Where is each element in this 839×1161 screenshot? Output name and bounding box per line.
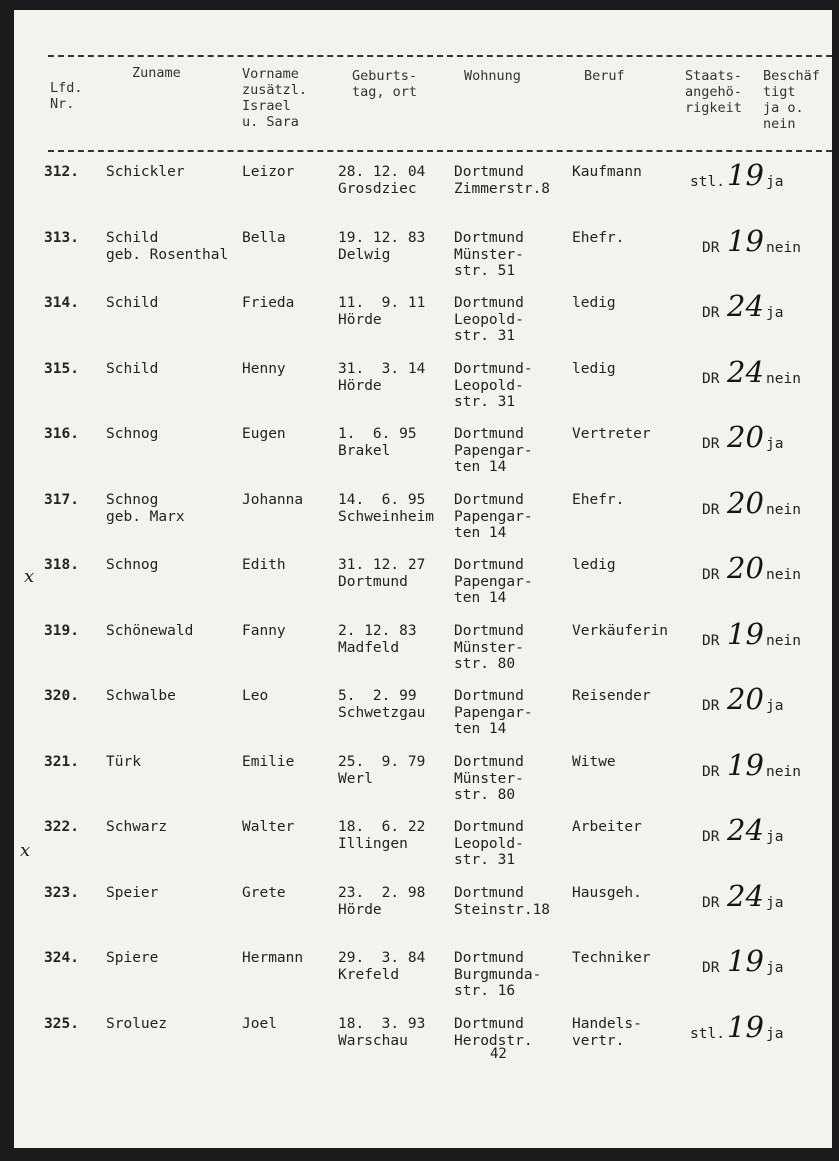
- cell-beschaeftigt: nein: [766, 502, 801, 518]
- cell-staat: DR: [702, 960, 720, 976]
- handwritten-code: 24: [727, 355, 764, 389]
- cell-beruf: Kaufmann: [572, 164, 642, 180]
- cell-nr: 323.: [44, 885, 79, 901]
- cell-staat: DR: [702, 305, 720, 321]
- cell-wohnung: Dortmund Papengar- ten 14: [454, 426, 533, 475]
- table-row: [14, 750, 832, 814]
- cell-geburt: 19. 12. 83 Delwig: [338, 230, 426, 263]
- cell-zuname: Sroluez: [106, 1016, 168, 1032]
- table-row: [14, 553, 832, 617]
- table-row: [14, 422, 832, 486]
- handwritten-code: 20: [727, 486, 764, 520]
- cell-wohnung: Dortmund Papengar- ten 14: [454, 492, 533, 541]
- cell-geburt: 29. 3. 84 Krefeld: [338, 950, 426, 983]
- cell-vorname: Eugen: [242, 426, 286, 442]
- cell-vorname: Henny: [242, 361, 286, 377]
- table-row: [14, 488, 832, 552]
- header-beruf: Beruf: [584, 68, 625, 84]
- cell-staat: DR: [702, 371, 720, 387]
- table-row: [14, 1012, 832, 1076]
- cell-staat: DR: [702, 436, 720, 452]
- cell-vorname: Fanny: [242, 623, 286, 639]
- cell-beschaeftigt: nein: [766, 240, 801, 256]
- cell-beschaeftigt: nein: [766, 633, 801, 649]
- cell-wohnung: Dortmund Burgmunda- str. 16: [454, 950, 542, 999]
- cell-geburt: 31. 12. 27 Dortmund: [338, 557, 426, 590]
- cell-geburt: 5. 2. 99 Schwetzgau: [338, 688, 426, 721]
- table-row: [14, 946, 832, 1010]
- cell-vorname: Walter: [242, 819, 295, 835]
- cell-zuname: Spiere: [106, 950, 159, 966]
- cell-vorname: Leizor: [242, 164, 295, 180]
- cell-wohnung: Dortmund Münster- str. 51: [454, 230, 524, 279]
- cell-staat: stl.: [690, 1026, 725, 1042]
- cell-zuname: Schönewald: [106, 623, 194, 639]
- cell-beschaeftigt: ja: [766, 1026, 784, 1042]
- cell-nr: 322.: [44, 819, 79, 835]
- cell-nr: 324.: [44, 950, 79, 966]
- cell-beruf: Vertreter: [572, 426, 651, 442]
- cell-wohnung: Dortmund Herodstr.: [454, 1016, 533, 1049]
- table-row: [14, 684, 832, 748]
- table-row: [14, 357, 832, 421]
- cell-staat: DR: [702, 502, 720, 518]
- cell-vorname: Bella: [242, 230, 286, 246]
- cell-zuname: Speier: [106, 885, 159, 901]
- cell-beruf: Hausgeh.: [572, 885, 642, 901]
- header-lfd-nr: Lfd. Nr.: [50, 80, 83, 112]
- cell-wohnung: Dortmund Papengar- ten 14: [454, 688, 533, 737]
- cell-beruf: ledig: [572, 361, 616, 377]
- cell-beruf: Techniker: [572, 950, 651, 966]
- cell-wohnung: Dortmund- Leopold- str. 31: [454, 361, 533, 410]
- handwritten-code: 24: [727, 289, 764, 323]
- handwritten-code: 24: [727, 879, 764, 913]
- cell-geburt: 11. 9. 11 Hörde: [338, 295, 426, 328]
- handwritten-code: 19: [727, 944, 764, 978]
- table-row: [14, 226, 832, 290]
- cell-beschaeftigt: ja: [766, 436, 784, 452]
- cell-wohnung: Dortmund Leopold- str. 31: [454, 819, 524, 868]
- handwritten-code: 19: [727, 748, 764, 782]
- cell-zuname: Schnog: [106, 557, 159, 573]
- cell-beschaeftigt: ja: [766, 174, 784, 190]
- cell-wohnung: Dortmund Münster- str. 80: [454, 623, 524, 672]
- cell-staat: DR: [702, 240, 720, 256]
- cell-nr: 318.: [44, 557, 79, 573]
- cell-beruf: Ehefr.: [572, 492, 625, 508]
- cell-beruf: Arbeiter: [572, 819, 642, 835]
- cell-beschaeftigt: nein: [766, 371, 801, 387]
- cell-nr: 312.: [44, 164, 79, 180]
- cell-wohnung: Dortmund Leopold- str. 31: [454, 295, 524, 344]
- cell-vorname: Frieda: [242, 295, 295, 311]
- header-vorname: Vorname zusätzl. Israel u. Sara: [242, 66, 308, 130]
- cell-zuname: Schwalbe: [106, 688, 176, 704]
- cell-beruf: ledig: [572, 295, 616, 311]
- handwritten-code: 20: [727, 682, 764, 716]
- cell-wohnung: Dortmund Münster- str. 80: [454, 754, 524, 803]
- header-zuname: Zuname: [132, 65, 181, 81]
- cell-beruf: Handels- vertr.: [572, 1016, 642, 1049]
- cell-geburt: 23. 2. 98 Hörde: [338, 885, 426, 918]
- cell-geburt: 14. 6. 95 Schweinheim: [338, 492, 435, 525]
- cell-geburt: 31. 3. 14 Hörde: [338, 361, 426, 394]
- cell-staat: DR: [702, 829, 720, 845]
- cell-zuname: Schickler: [106, 164, 185, 180]
- cell-geburt: 1. 6. 95 Brakel: [338, 426, 417, 459]
- cell-staat: DR: [702, 633, 720, 649]
- cell-beruf: Reisender: [572, 688, 651, 704]
- margin-mark-x: x: [24, 566, 35, 587]
- header-staat: Staats- angehö- rigkeit: [685, 68, 742, 116]
- cell-geburt: 25. 9. 79 Werl: [338, 754, 426, 787]
- cell-beschaeftigt: ja: [766, 960, 784, 976]
- handwritten-code: 19: [727, 1010, 764, 1044]
- header-geburt: Geburts- tag, ort: [352, 68, 418, 100]
- cell-nr: 313.: [44, 230, 79, 246]
- cell-nr: 320.: [44, 688, 79, 704]
- cell-wohnung: Dortmund Papengar- ten 14: [454, 557, 533, 606]
- handwritten-code: 24: [727, 813, 764, 847]
- cell-wohnung: Dortmund Steinstr.18: [454, 885, 551, 918]
- cell-vorname: Emilie: [242, 754, 295, 770]
- table-row: [14, 881, 832, 945]
- header-top-rule: [48, 55, 832, 57]
- cell-staat: DR: [702, 567, 720, 583]
- cell-zuname: Schild: [106, 361, 159, 377]
- handwritten-code: 19: [727, 158, 764, 192]
- cell-zuname: Schwarz: [106, 819, 168, 835]
- cell-beruf: Witwe: [572, 754, 616, 770]
- cell-nr: 315.: [44, 361, 79, 377]
- handwritten-code: 19: [727, 224, 764, 258]
- cell-zuname: Schild geb. Rosenthal: [106, 230, 229, 263]
- table-row: [14, 619, 832, 683]
- document-page: [14, 10, 832, 1148]
- cell-zuname: Schnog geb. Marx: [106, 492, 185, 525]
- cell-vorname: Joel: [242, 1016, 277, 1032]
- handwritten-code: 20: [727, 551, 764, 585]
- table-row: [14, 291, 832, 355]
- margin-mark-x: x: [20, 840, 31, 861]
- cell-beruf: ledig: [572, 557, 616, 573]
- handwritten-code: 20: [727, 420, 764, 454]
- cell-vorname: Hermann: [242, 950, 304, 966]
- cell-vorname: Edith: [242, 557, 286, 573]
- cell-vorname: Johanna: [242, 492, 304, 508]
- cell-beruf: Ehefr.: [572, 230, 625, 246]
- cell-zuname: Schild: [106, 295, 159, 311]
- cell-geburt: 28. 12. 04 Grosdziec: [338, 164, 426, 197]
- cell-staat: DR: [702, 698, 720, 714]
- cell-nr: 325.: [44, 1016, 79, 1032]
- table-row: [14, 815, 832, 879]
- cell-beschaeftigt: nein: [766, 567, 801, 583]
- cell-vorname: Leo: [242, 688, 269, 704]
- cell-wohnung: Dortmund Zimmerstr.8: [454, 164, 551, 197]
- header-wohnung: Wohnung: [464, 68, 521, 84]
- cell-nr: 316.: [44, 426, 79, 442]
- cell-staat: DR: [702, 764, 720, 780]
- cell-geburt: 18. 6. 22 Illingen: [338, 819, 426, 852]
- cell-beruf: Verkäuferin: [572, 623, 669, 639]
- table-row: [14, 160, 832, 224]
- page-number: 42: [490, 1046, 507, 1062]
- cell-vorname: Grete: [242, 885, 286, 901]
- cell-nr: 321.: [44, 754, 79, 770]
- cell-beschaeftigt: nein: [766, 764, 801, 780]
- cell-nr: 319.: [44, 623, 79, 639]
- handwritten-code: 19: [727, 617, 764, 651]
- cell-beschaeftigt: ja: [766, 305, 784, 321]
- cell-nr: 317.: [44, 492, 79, 508]
- cell-staat: DR: [702, 895, 720, 911]
- cell-geburt: 18. 3. 93 Warschau: [338, 1016, 426, 1049]
- header-beschaeftigt: Beschäf tigt ja o. nein: [763, 68, 820, 132]
- cell-zuname: Türk: [106, 754, 141, 770]
- cell-beschaeftigt: ja: [766, 698, 784, 714]
- cell-beschaeftigt: ja: [766, 895, 784, 911]
- header-bottom-rule: [48, 150, 832, 152]
- cell-geburt: 2. 12. 83 Madfeld: [338, 623, 417, 656]
- cell-beschaeftigt: ja: [766, 829, 784, 845]
- cell-nr: 314.: [44, 295, 79, 311]
- cell-zuname: Schnog: [106, 426, 159, 442]
- cell-staat: stl.: [690, 174, 725, 190]
